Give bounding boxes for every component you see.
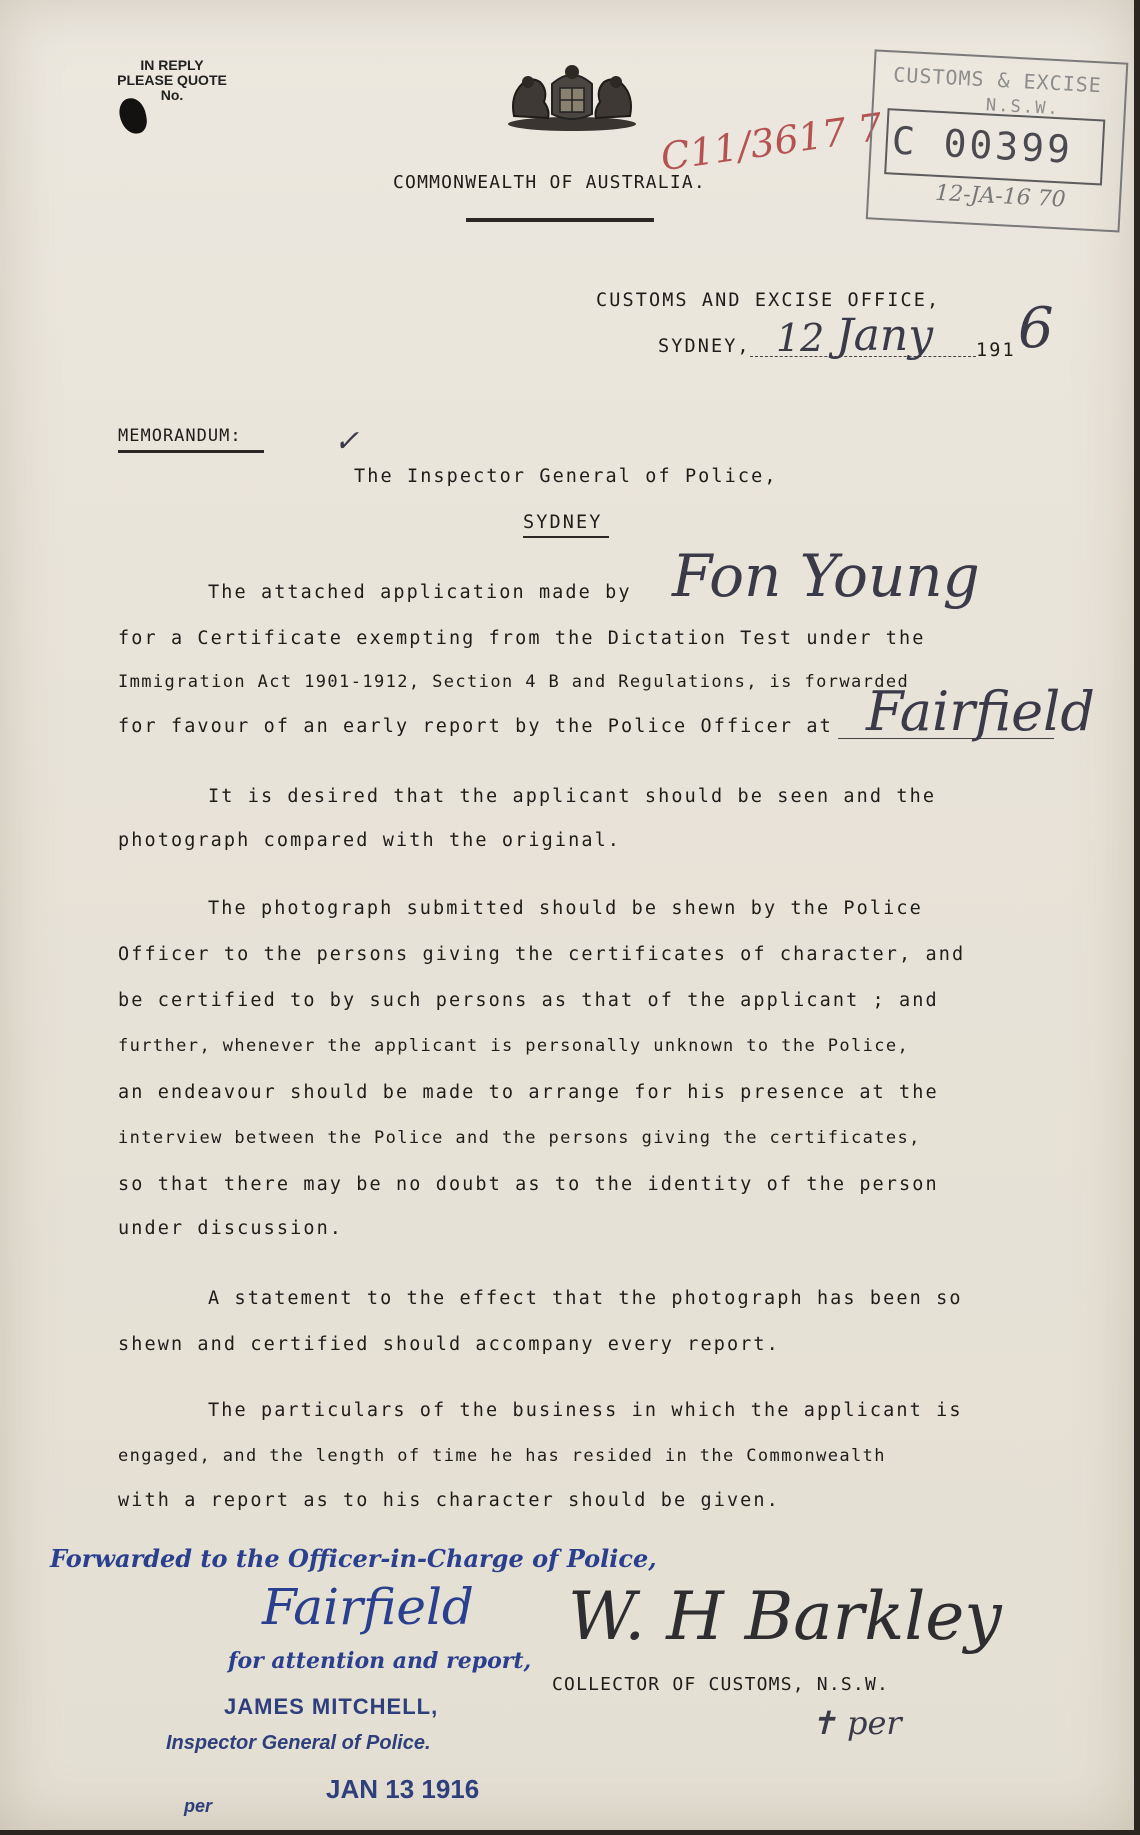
collector-signature: W. H Barkley	[568, 1578, 1002, 1655]
reply-note-line1: IN REPLY	[140, 57, 204, 73]
reply-note-line3: No.	[160, 87, 184, 103]
stamp-number: C 00399	[890, 118, 1074, 172]
addressee: The Inspector General of Police,	[354, 466, 778, 487]
date-month: Jany	[836, 310, 934, 361]
stamp-title: CUSTOMS & EXCISE	[892, 62, 1103, 98]
forwarded-place: Fairfield	[262, 1578, 474, 1636]
reply-note-line2: PLEASE QUOTE	[117, 72, 227, 88]
city-underline	[523, 536, 609, 538]
body-line: shewn and certified should accompany every report.	[118, 1334, 780, 1355]
coat-of-arms-emblem	[500, 62, 644, 134]
reply-note	[112, 58, 232, 103]
stamp-subtitle: N.S.W.	[985, 95, 1061, 120]
body-line: with a report as to his character should be given.	[118, 1490, 780, 1511]
attention-note: for attention and report,	[228, 1648, 532, 1674]
memo-underline	[118, 450, 264, 453]
per-label: per	[184, 1796, 213, 1816]
body-line: be certified to by such persons as that of the applicant ; and	[118, 990, 939, 1011]
body-line: A statement to the effect that the photograph has been so	[208, 1288, 963, 1309]
office-city: SYDNEY,	[658, 336, 751, 357]
header-title: COMMONWEALTH OF AUSTRALIA.	[393, 172, 706, 193]
body-line: under discussion.	[118, 1218, 344, 1239]
forwarded-stamp-text: Forwarded to the Officer-in-Charge of Police,	[50, 1544, 657, 1573]
header-underline	[466, 218, 654, 222]
date-year-prefix: 191	[976, 340, 1016, 361]
inspector-name: JAMES MITCHELL,	[224, 1694, 439, 1719]
date-day: 12	[776, 316, 825, 360]
stamp-date: 12-JA-16 70	[934, 180, 1067, 213]
body-line: an endeavour should be made to arrange for his presence at the	[118, 1082, 939, 1103]
office-name: CUSTOMS AND EXCISE OFFICE,	[596, 290, 941, 311]
body-line: The photograph submitted should be shewn by the Police	[208, 898, 923, 919]
memo-label: MEMORANDUM:	[118, 426, 242, 446]
applicant-name: Fon Young	[672, 542, 980, 610]
body-line: The attached application made by	[208, 582, 632, 603]
customs-received-stamp	[866, 49, 1131, 234]
body-line: Officer to the persons giving the certificates of character, and	[118, 944, 966, 965]
body-line: It is desired that the applicant should be seen and the	[208, 786, 937, 807]
body-line: photograph compared with the original.	[118, 830, 622, 851]
body-line: Immigration Act 1901-1912, Section 4 B and Regulations, is forwarded	[118, 672, 910, 692]
body-line: The particulars of the business in which the applicant is	[208, 1400, 963, 1421]
body-line: so that there may be no doubt as to the identity of the person	[118, 1174, 939, 1195]
body-line: for favour of an early report by the Police Officer at	[118, 716, 833, 737]
file-reference-number: C11/3617 7	[658, 104, 886, 180]
date-year-digit: 6	[1018, 296, 1054, 361]
body-line: engaged, and the length of time he has resided in the Commonwealth	[118, 1446, 886, 1466]
addressee-city: SYDNEY	[523, 512, 603, 533]
inspector-role: Inspector General of Police.	[166, 1732, 431, 1754]
received-date-stamp: JAN 13 1916	[326, 1774, 480, 1804]
body-line: further, whenever the applicant is personally unknown to the Police,	[118, 1036, 910, 1056]
collector-title: COLLECTOR OF CUSTOMS, N.S.W.	[552, 1674, 890, 1695]
body-line: interview between the Police and the persons giving the certificates,	[118, 1128, 921, 1148]
collector-per-initials: ✝ per	[810, 1704, 902, 1742]
place-name: Fairfield	[866, 680, 1095, 743]
tick-mark: ✓	[334, 424, 360, 459]
body-line: for a Certificate exempting from the Dictation Test under the	[118, 628, 926, 649]
